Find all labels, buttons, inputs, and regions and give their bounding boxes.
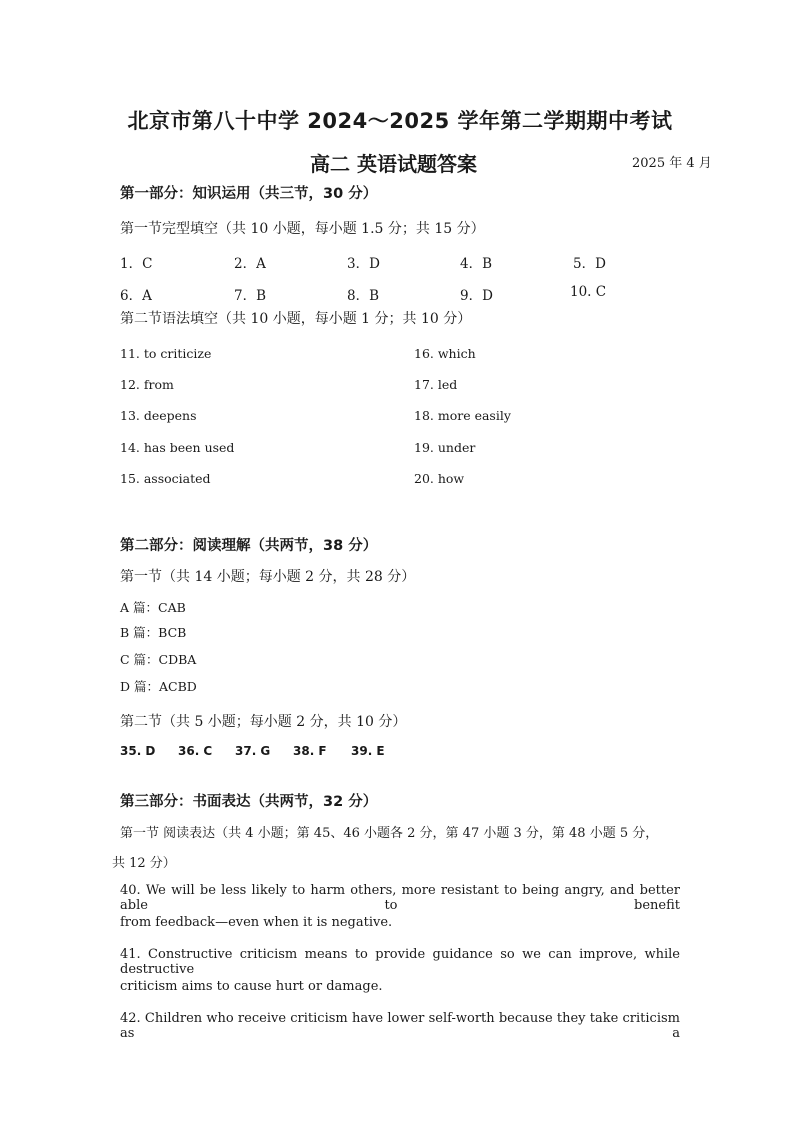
part2-section2-title: 第二节（共 5 小题；每小题 2 分，共 10 分） xyxy=(120,714,407,730)
part1-section1-title: 第一节完型填空（共 10 小题，每小题 1.5 分；共 15 分） xyxy=(120,221,485,237)
cloze-answer-1: 1．C xyxy=(120,256,153,272)
grammar-answer-20: 20. how xyxy=(414,471,465,486)
reading-answer-b: B 篇：BCB xyxy=(120,625,187,640)
cloze-answer-8: 8．B xyxy=(347,288,380,304)
answer-40-line2: from feedback—even when it is negative. xyxy=(120,915,393,930)
cloze-answer-2: 2．A xyxy=(234,256,266,272)
cloze-answer-4: 4．B xyxy=(460,256,493,272)
grammar-answer-18: 18. more easily xyxy=(414,408,511,423)
reading-answer-37: 37. G xyxy=(235,744,271,758)
answer-40-line1: 40. We will be less likely to harm others, more resistant to being angry, and better able to benefit xyxy=(120,883,680,913)
document-date: 2025 年 4 月 xyxy=(632,156,712,171)
reading-answer-a: A 篇：CAB xyxy=(120,600,186,615)
grammar-answer-12: 12. from xyxy=(120,377,174,392)
grammar-answer-15: 15. associated xyxy=(120,471,211,486)
reading-answer-35: 35. D xyxy=(120,744,156,758)
answer-41-line1: 41. Constructive criticism means to provide guidance so we can improve, while destructive xyxy=(120,947,680,977)
cloze-answer-10: 10. C xyxy=(570,284,607,300)
cloze-answer-9: 9．D xyxy=(460,288,493,304)
grammar-answer-19: 19. under xyxy=(414,440,476,455)
grammar-answer-14: 14. has been used xyxy=(120,440,235,455)
document-subtitle: 高二 英语试题答案 xyxy=(310,152,477,176)
part2-heading: 第二部分：阅读理解（共两节，38 分） xyxy=(120,538,378,554)
part2-section1-title: 第一节（共 14 小题；每小题 2 分，共 28 分） xyxy=(120,569,416,585)
cloze-answer-7: 7．B xyxy=(234,288,267,304)
grammar-answer-11: 11. to criticize xyxy=(120,346,212,361)
part1-heading: 第一部分：知识运用（共三节，30 分） xyxy=(120,186,378,202)
part3-heading: 第三部分：书面表达（共两节，32 分） xyxy=(120,794,378,810)
answer-41-line2: criticism aims to cause hurt or damage. xyxy=(120,979,383,994)
reading-answer-c: C 篇：CDBA xyxy=(120,652,197,667)
reading-answer-38: 38. F xyxy=(293,744,327,758)
reading-answer-36: 36. C xyxy=(178,744,213,758)
cloze-answer-5: 5．D xyxy=(573,256,606,272)
part1-section2-title: 第二节语法填空（共 10 小题，每小题 1 分；共 10 分） xyxy=(120,311,472,327)
reading-answer-39: 39. E xyxy=(351,744,385,758)
grammar-answer-16: 16. which xyxy=(414,346,476,361)
part3-section1-title-line1: 第一节 阅读表达（共 4 小题；第 45、46 小题各 2 分，第 47 小题 3 分，第 48 小题 5 分， xyxy=(120,826,659,841)
cloze-answer-6: 6．A xyxy=(120,288,152,304)
part3-section1-title-line2: 共 12 分） xyxy=(112,856,176,871)
cloze-answer-3: 3．D xyxy=(347,256,380,272)
answer-42-line1: 42. Children who receive criticism have lower self-worth because they take criticism as a xyxy=(120,1011,680,1041)
document-title: 北京市第八十中学 2024～2025 学年第二学期期中考试 xyxy=(127,109,673,133)
grammar-answer-17: 17. led xyxy=(414,377,458,392)
reading-answer-d: D 篇：ACBD xyxy=(120,679,197,694)
grammar-answer-13: 13. deepens xyxy=(120,408,197,423)
